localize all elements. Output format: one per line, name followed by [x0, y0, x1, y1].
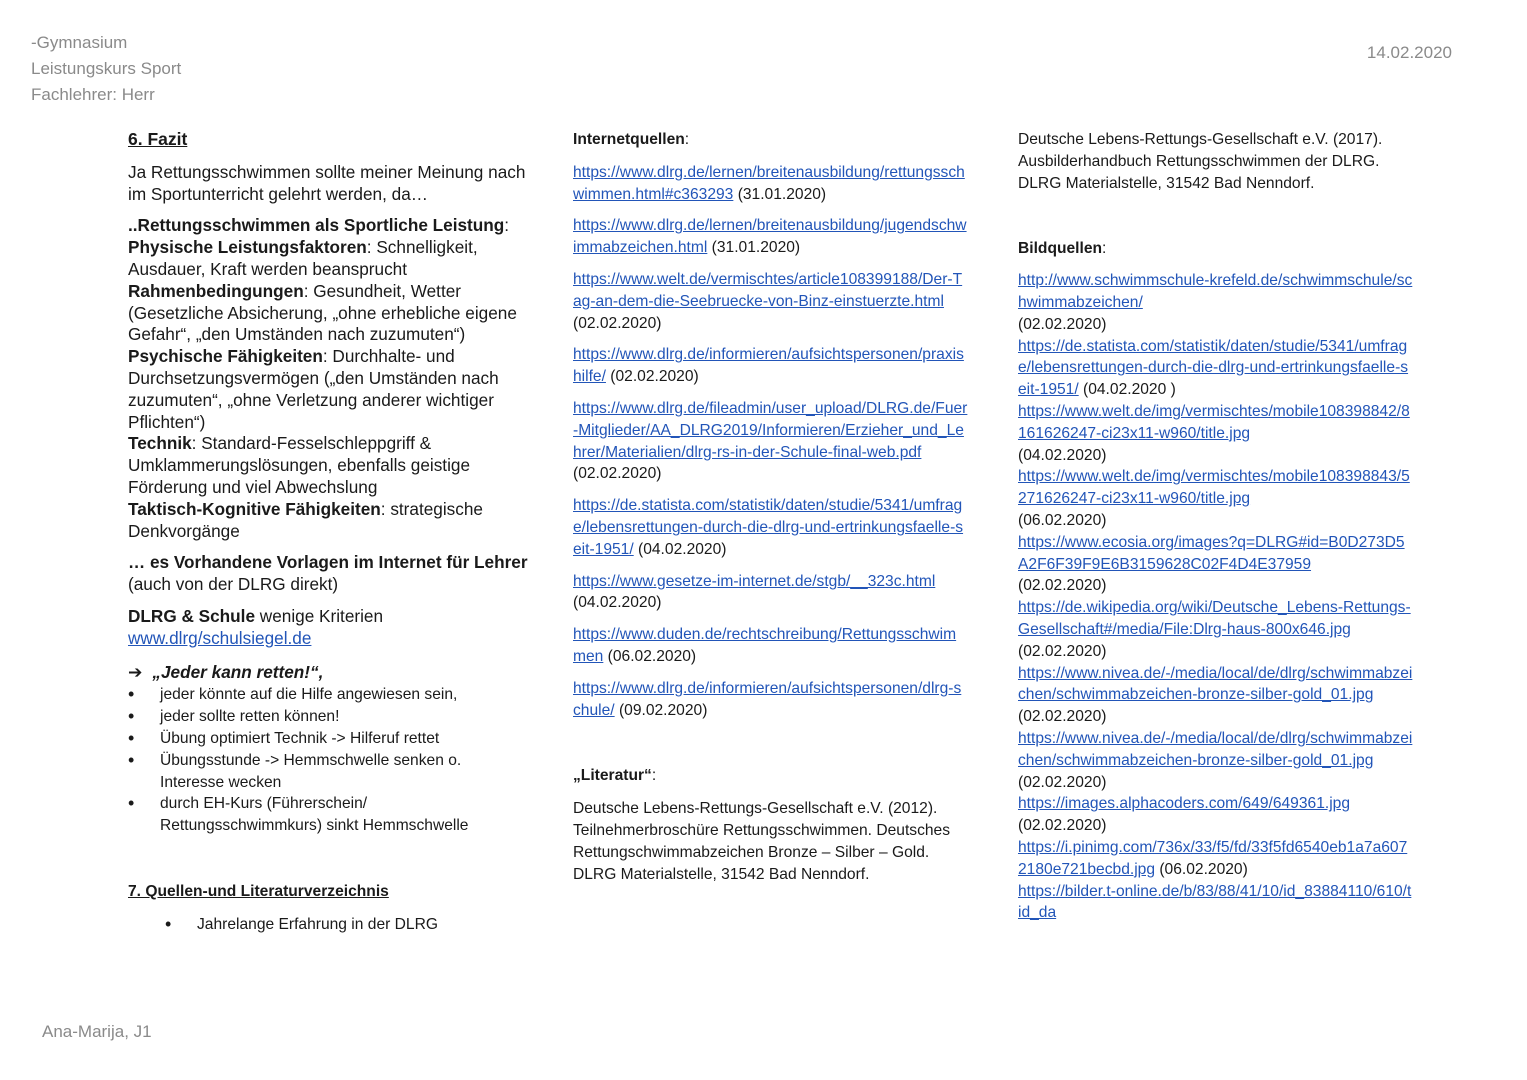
source-date: (04.02.2020) — [633, 540, 727, 558]
source-item — [573, 344, 968, 388]
bild-item — [1018, 466, 1413, 531]
bild-item — [1018, 401, 1413, 466]
source-date: (31.01.2020) — [707, 239, 801, 257]
jeder-kann-retten: „Jeder kann retten!“, — [152, 661, 324, 682]
rahmen-line — [128, 281, 528, 346]
jeder-kann-retten-line — [128, 662, 528, 684]
source-item — [573, 495, 968, 560]
bild-item — [1018, 336, 1413, 401]
teacher-line: Fachlehrer: Herr — [31, 85, 155, 104]
vorlagen-bold: … es Vorhandene Vorlagen im Internet für Lehrer — [128, 552, 528, 573]
taktik-text: : strategische Denkvorgänge — [128, 498, 483, 541]
bild-link[interactable]: https://de.wikipedia.org/wiki/Deutsche_Lebens-Rettungs-Gesellschaft#/media/File:Dlrg-haus-800x646.jpg — [1018, 599, 1411, 638]
source-date: (02.02.2020) — [605, 368, 699, 386]
physisch-label: Physische Leistungsfaktoren — [128, 237, 367, 258]
source-link[interactable]: https://www.dlrg.de/lernen/breitenausbildung/rettungsschwimmen.html#c363293 — [573, 163, 965, 203]
psych-text: : Durchhalte- und Durchsetzungsvermögen („den Umständen nach zuzumuten“, „ohne Verletzung anderer wichtiger Pflichten“) — [128, 346, 499, 432]
source-date: (06.02.2020) — [603, 647, 697, 665]
rahmen-label: Rahmenbedingungen — [128, 280, 304, 301]
bild-item — [1018, 793, 1413, 837]
bild-date: (02.02.2020) — [1018, 708, 1107, 726]
list-item: • Übung optimiert Technik -> Hilferuf rettet — [128, 728, 528, 750]
source-date: (04.02.2020) — [573, 594, 662, 612]
bildquellen-column — [1018, 129, 1413, 924]
technik-text: : Standard-Fesselschleppgriff & Umklammerungslösungen, ebenfalls geistige Förderung und viel Abwechslung — [128, 433, 471, 497]
bild-item — [1018, 663, 1413, 728]
bild-date: (06.02.2020) — [1155, 860, 1248, 878]
fazit-intro: Ja Rettungsschwimmen sollte meiner Meinung nach im Sportunterricht gelehrt werden, da… — [128, 161, 526, 204]
taktik-label: Taktisch-Kognitive Fähigkeiten — [128, 498, 381, 519]
leistung-line: ..Rettungsschwimmen als Sportliche Leistung: — [128, 215, 510, 236]
bildquellen-title: Bildquellen — [1018, 240, 1103, 258]
bild-link[interactable]: https://www.welt.de/img/vermischtes/mobile108398843/5271626247-ci23x11-w960/title.jpg — [1018, 468, 1410, 508]
list-item: • durch EH-Kurs (Führerschein/ Rettungsschwimmkurs) sinkt Hemmschwelle — [128, 793, 528, 837]
quellen-bullet-list — [128, 914, 528, 936]
bild-link[interactable]: https://www.nivea.de/-/media/local/de/dlrg/schwimmabzeichen/schwimmabzeichen-bronze-silber-gold_01.jpg — [1018, 729, 1413, 769]
source-date: (09.02.2020) — [614, 701, 708, 719]
bild-date: (02.02.2020) — [1018, 642, 1107, 660]
source-link[interactable]: https://www.dlrg.de/fileadmin/user_upload/DLRG.de/Fuer-Mitglieder/AA_DLRG2019/Informieren/Erzieher_und_Lehrer/Materialien/dlrg-rs-in-der-Schule-final-web.pdf — [573, 399, 968, 461]
bild-link[interactable]: https://images.alphacoders.com/649/649361.jpg — [1018, 795, 1351, 813]
bild-link[interactable]: https://i.pinimg.com/736x/33/f5/fd/33f5fd6540eb1a7a6072180e721becbd.jpg — [1018, 838, 1408, 878]
bildquellen-title-line: Bildquellen: — [1018, 240, 1107, 258]
bild-item — [1018, 270, 1413, 335]
schule-bold: DLRG & Schule — [128, 605, 256, 626]
source-link[interactable]: https://www.dlrg.de/informieren/aufsichtspersonen/praxishilfe/ — [573, 346, 964, 386]
bild-link[interactable]: http://www.schwimmschule-krefeld.de/schwimmschule/schwimmabzeichen/ — [1018, 272, 1413, 311]
leistung-title: ..Rettungsschwimmen als Sportliche Leistung — [128, 215, 505, 236]
bild-link[interactable]: https://www.nivea.de/-/media/local/de/dlrg/schwimmabzeichen/schwimmabzeichen-bronze-silber-gold_01.jpg — [1018, 664, 1413, 704]
literatur-title-line: „Literatur“: — [573, 767, 657, 785]
technik-label: Technik — [128, 433, 192, 454]
source-item — [573, 678, 968, 722]
source-date: (02.02.2020) — [573, 314, 662, 332]
quellen-heading: 7. Quellen-und Literaturverzeichnis — [128, 882, 389, 900]
vorlagen-text: (auch von der DLRG direkt) — [128, 574, 339, 595]
list-item: • Übungsstunde -> Hemmschwelle senken o. Interesse wecken — [128, 750, 528, 794]
author-footer: Ana-Marija, J1 — [42, 1022, 152, 1041]
bild-item — [1018, 532, 1413, 597]
source-date: (31.01.2020) — [733, 185, 827, 203]
bild-date: (02.02.2020) — [1018, 577, 1107, 595]
fazit-bullet-list — [128, 684, 528, 837]
source-item — [573, 269, 968, 334]
technik-line — [128, 433, 528, 498]
source-link[interactable]: https://www.dlrg.de/lernen/breitenausbildung/jugendschwimmabzeichen.html — [573, 217, 967, 257]
literatur-entry: Deutsche Lebens-Rettungs-Gesellschaft e.V. (2017). Ausbilderhandbuch Rettungsschwimmen der DLRG. DLRG Materialstelle, 31542 Bad Nenndorf. — [1018, 131, 1383, 192]
physisch-text: : Schnelligkeit, Ausdauer, Kraft werden beansprucht — [128, 237, 478, 279]
source-link[interactable]: https://www.duden.de/rechtschreibung/Rettungsschwimmen — [573, 626, 957, 665]
schule-text: wenige Kriterien — [255, 605, 384, 626]
bild-date: (02.02.2020) — [1018, 315, 1107, 333]
internetquellen-column — [573, 129, 968, 885]
source-item — [573, 624, 968, 668]
bild-link[interactable]: https://www.welt.de/img/vermischtes/mobile108398842/8161626247-ci23x11-w960/title.jpg — [1018, 402, 1410, 442]
psych-label: Psychische Fähigkeiten — [128, 346, 323, 367]
internetquellen-title-line: Internetquellen: — [573, 131, 690, 148]
bild-link[interactable]: https://bilder.t-online.de/b/83/88/41/10/id_83884110/610/tid_da — [1018, 882, 1412, 922]
course-name: Leistungskurs Sport — [31, 59, 182, 78]
bild-date: (04.02.2020 ) — [1078, 381, 1176, 399]
literatur-entry: Deutsche Lebens-Rettungs-Gesellschaft e.V. (2012). Teilnehmerbroschüre Rettungsschwimmen. Deutsches Rettungschwimmabzeichen Bronze – Silber – Gold. DLRG Materialstelle, 31542 Bad Nenndorf. — [573, 800, 951, 883]
source-item — [573, 215, 968, 259]
fazit-column — [128, 129, 528, 936]
fazit-heading: 6. Fazit — [128, 129, 188, 149]
list-item: • Jahrelange Erfahrung in der DLRG — [128, 914, 528, 936]
source-link[interactable]: https://www.welt.de/vermischtes/article108399188/Der-Tag-an-dem-die-Seebruecke-von-Binz-einstuerzte.html — [573, 270, 963, 310]
document-date: 14.02.2020 — [1366, 43, 1452, 62]
bild-item — [1018, 728, 1413, 793]
taktik-line — [128, 499, 528, 543]
source-item — [573, 571, 968, 615]
bild-date: (06.02.2020) — [1018, 511, 1107, 529]
school-name: -Gymnasium — [31, 33, 128, 52]
schule-line — [128, 606, 528, 628]
bild-item — [1018, 881, 1413, 925]
internetquellen-title: Internetquellen — [573, 131, 685, 148]
bild-date: (02.02.2020) — [1018, 817, 1107, 835]
vorlagen-line — [128, 552, 528, 596]
bild-item — [1018, 837, 1413, 881]
source-item — [573, 398, 968, 485]
source-item — [573, 162, 968, 206]
bild-date: (02.02.2020) — [1018, 773, 1107, 791]
bild-link[interactable]: https://www.ecosia.org/images?q=DLRG#id=B0D273D5A2F6F39F9E6B3159628C02F4D4E37959 — [1018, 533, 1405, 573]
list-item: • jeder sollte retten können! — [128, 706, 528, 728]
rahmen-text: : Gesundheit, Wetter (Gesetzliche Absicherung, „ohne erhebliche eigene Gefahr“, „den Umständen nach zuzumuten“) — [128, 280, 517, 345]
bild-item — [1018, 597, 1413, 662]
arrow-right-icon: ➔ — [128, 661, 143, 682]
schulsiegel-link[interactable]: www.dlrg/schulsiegel.de — [128, 627, 312, 648]
bild-date: (04.02.2020) — [1018, 446, 1107, 464]
psych-line — [128, 346, 528, 433]
document-header — [31, 30, 181, 108]
source-link[interactable]: https://www.gesetze-im-internet.de/stgb/__323c.html — [573, 572, 936, 590]
source-date: (02.02.2020) — [573, 465, 662, 483]
physisch-line — [128, 237, 528, 281]
list-item: • jeder könnte auf die Hilfe angewiesen sein, — [128, 684, 528, 706]
bild-link[interactable]: https://de.statista.com/statistik/daten/studie/5341/umfrage/lebensrettungen-durch-die-dlrg-und-ertrinkungsfaelle-seit-1951/ — [1018, 337, 1409, 399]
source-link[interactable]: https://de.statista.com/statistik/daten/studie/5341/umfrage/lebensrettungen-durch-die-dlrg-und-ertrinkungsfaelle-seit-1951/ — [573, 497, 964, 558]
source-link[interactable]: https://www.dlrg.de/informieren/aufsichtspersonen/dlrg-schule/ — [573, 679, 962, 719]
literatur-title: „Literatur“ — [573, 767, 652, 785]
